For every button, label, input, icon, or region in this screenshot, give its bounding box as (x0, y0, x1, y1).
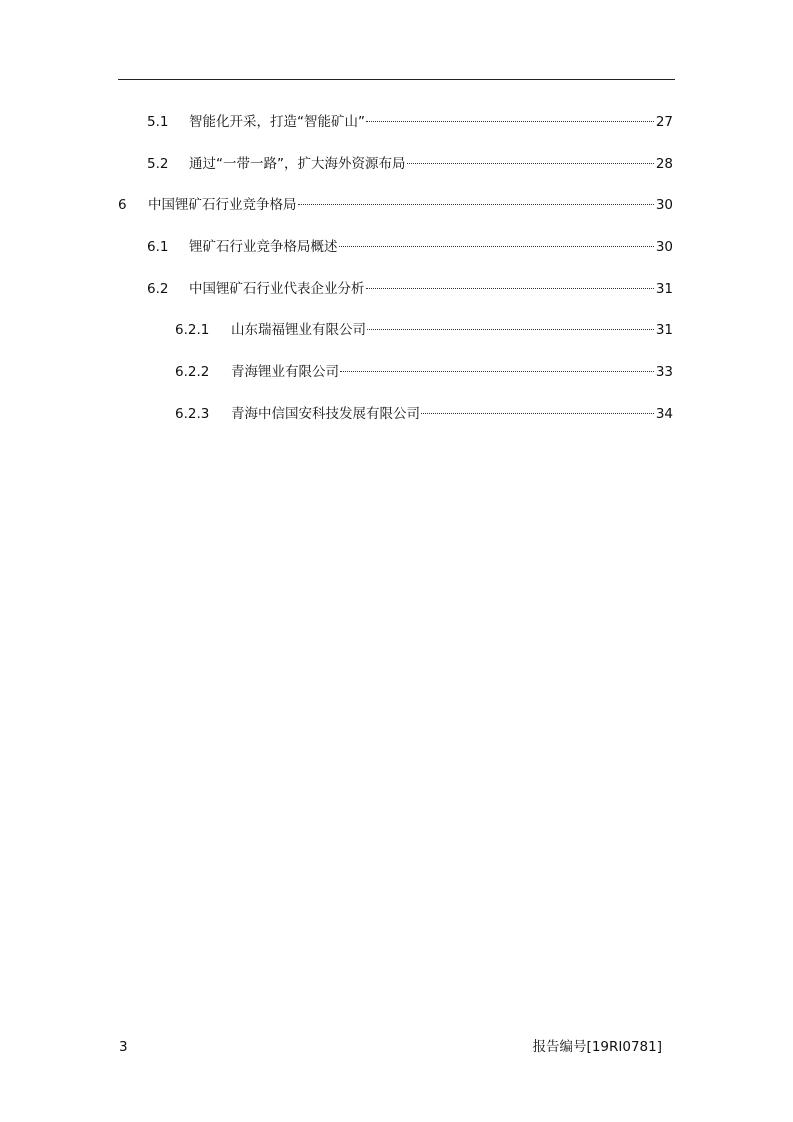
toc-entry-page: 34 (655, 406, 673, 422)
toc-entry-number: 6.2.3 (175, 406, 210, 422)
footer-report-id: 报告编号[19RI0781] (532, 1039, 662, 1055)
toc-entry-title: 通过“一带一路”，扩大海外资源布局 (189, 156, 406, 172)
toc-entry-6-2-2[interactable] (175, 358, 673, 380)
toc-entry-page: 28 (655, 156, 673, 172)
toc-entry-page: 31 (655, 281, 673, 297)
toc-dot-leader (298, 191, 654, 209)
toc-entry-page: 33 (655, 364, 673, 380)
toc-entry-6-2-3[interactable] (175, 400, 673, 422)
toc-entry-title: 青海锂业有限公司 (231, 364, 339, 380)
toc-dot-leader (366, 108, 654, 126)
toc-entry-6-2-1[interactable] (175, 316, 673, 338)
toc-entry-number: 5.1 (147, 114, 169, 130)
toc-entry-title: 锂矿石行业竞争格局概述 (189, 239, 338, 255)
toc-entry-page: 30 (655, 239, 673, 255)
toc-entry-5-2[interactable] (147, 150, 673, 172)
toc-entry-title: 中国锂矿石行业竞争格局 (148, 197, 297, 213)
toc-entry-title: 山东瑞福锂业有限公司 (231, 322, 366, 338)
toc-entry-title: 中国锂矿石行业代表企业分析 (189, 281, 365, 297)
toc-entry-page: 30 (655, 197, 673, 213)
toc-entry-page: 31 (655, 322, 673, 338)
toc-entry-number: 6.1 (147, 239, 169, 255)
toc-entry-number: 6.2.2 (175, 364, 210, 380)
toc-dot-leader (367, 316, 654, 334)
toc-entry-6-2[interactable] (147, 275, 673, 297)
toc-dot-leader (340, 358, 654, 376)
footer-page-number: 3 (119, 1039, 128, 1055)
toc-entry-number: 6 (118, 197, 127, 213)
toc-entry-6-1[interactable] (147, 233, 673, 255)
toc-dot-leader (421, 400, 654, 418)
toc-dot-leader (366, 275, 654, 293)
header-rule (118, 79, 675, 80)
toc-entry-5-1[interactable] (147, 108, 673, 130)
toc-dot-leader (339, 233, 654, 251)
toc-entry-title: 青海中信国安科技发展有限公司 (231, 406, 420, 422)
toc-dot-leader (407, 150, 654, 168)
toc-entry-number: 6.2.1 (175, 322, 210, 338)
toc-entry-page: 27 (655, 114, 673, 130)
toc-entry-title: 智能化开采，打造“智能矿山” (189, 114, 365, 130)
toc-entry-6[interactable] (118, 191, 673, 213)
toc-entry-number: 5.2 (147, 156, 169, 172)
toc-entry-number: 6.2 (147, 281, 169, 297)
